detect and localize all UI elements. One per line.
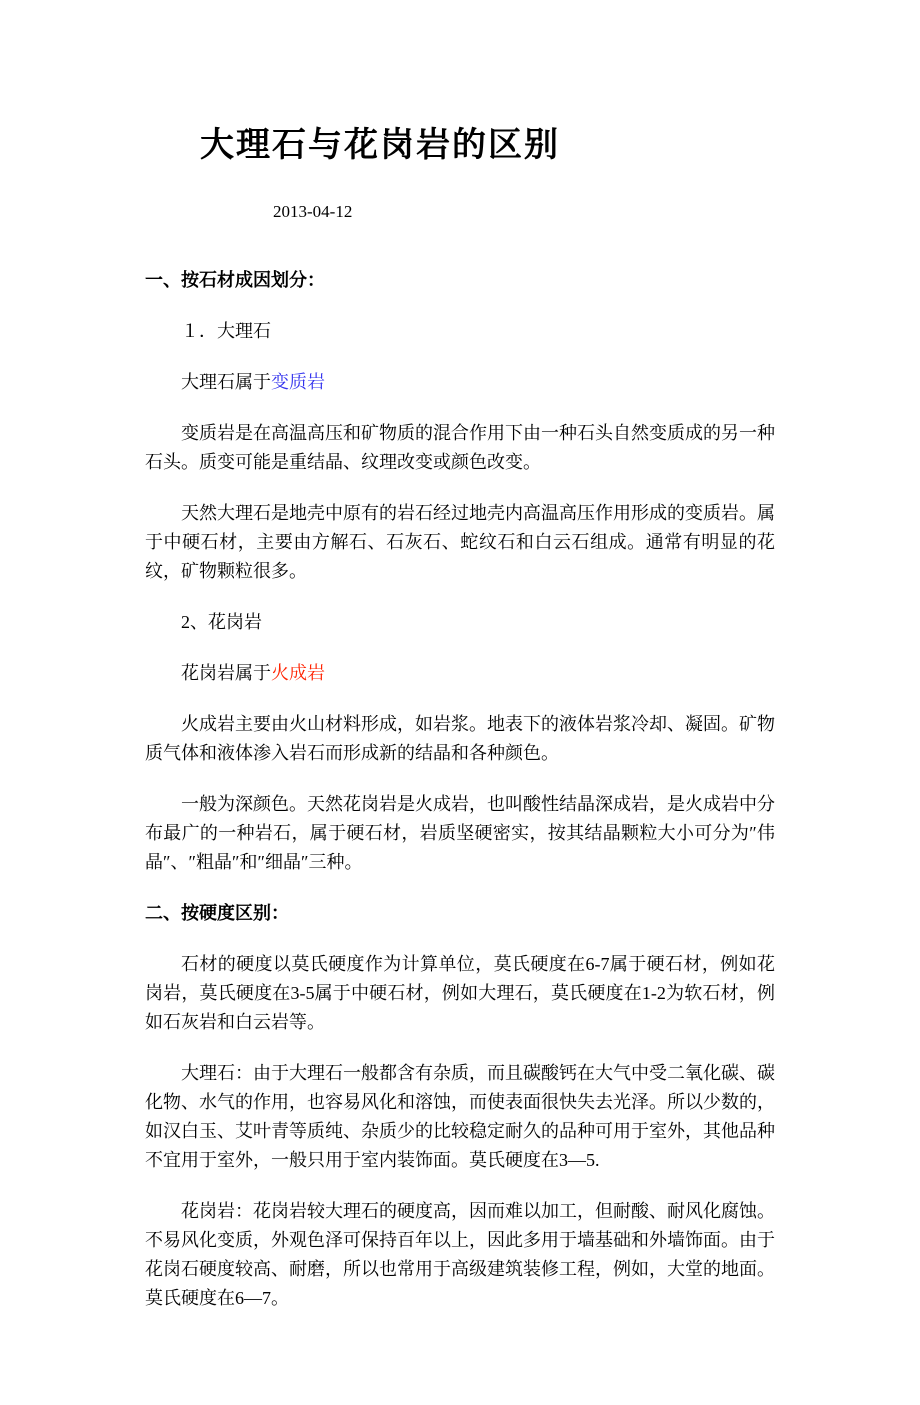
- igneous-rock-text: 火成岩: [271, 663, 325, 683]
- subsection-heading-marble: １．大理石: [181, 321, 271, 341]
- subsection-heading-granite: 2、花岗岩: [181, 612, 262, 632]
- paragraph-metamorphic-definition: 变质岩是在高温高压和矿物质的混合作用下由一种石头自然变质成的另一种石头。质变可能是重结晶、纹理改变或颜色改变。: [145, 423, 775, 472]
- paragraph-granite-description: 一般为深颜色。天然花岗岩是火成岩，也叫酸性结晶深成岩，是火成岩中分布最广的一种岩石，属于硬石材，岩质坚硬密实，按其结晶颗粒大小可分为″伟晶″、″粗晶″和″细晶″三种。: [145, 794, 775, 872]
- paragraph-marble-hardness: 大理石：由于大理石一般都含有杂质，而且碳酸钙在大气中受二氧化碳、碳化物、水气的作用，也容易风化和溶蚀，而使表面很快失去光泽。所以少数的，如汉白玉、艾叶青等质纯、杂质少的比较稳定耐久的品种可用于室外，其他品种不宜用于室外，一般只用于室内装饰面。莫氏硬度在3—5.: [145, 1063, 775, 1170]
- lead-text-granite: 花岗岩属于: [181, 663, 271, 683]
- lead-text-marble: 大理石属于: [181, 372, 271, 392]
- document-date: 2013-04-12: [273, 202, 353, 221]
- lead-line-granite: [145, 659, 775, 688]
- paragraph-natural-marble: 天然大理石是地壳中原有的岩石经过地壳内高温高压作用形成的变质岩。属于中硬石材，主要由方解石、石灰石、蛇纹石和白云石组成。通常有明显的花纹，矿物颗粒很多。: [145, 503, 775, 581]
- section-heading-origin: 一、按石材成因划分：: [145, 270, 325, 290]
- document-body: [145, 266, 775, 1313]
- document-title: 大理石与花岗岩的区别: [200, 127, 560, 164]
- metamorphic-rock-link[interactable]: 变质岩: [271, 372, 325, 392]
- lead-line-marble: [145, 368, 775, 397]
- section-heading-hardness: 二、按硬度区别：: [145, 903, 289, 923]
- paragraph-igneous-definition: 火成岩主要由火山材料形成，如岩浆。地表下的液体岩浆冷却、凝固。矿物质气体和液体渗入岩石而形成新的结晶和各种颜色。: [145, 714, 775, 763]
- paragraph-mohs-hardness: 石材的硬度以莫氏硬度作为计算单位，莫氏硬度在6-7属于硬石材，例如花岗岩，莫氏硬度在3-5属于中硬石材，例如大理石，莫氏硬度在1-2为软石材，例如石灰岩和白云岩等。: [145, 954, 775, 1032]
- paragraph-granite-hardness: 花岗岩：花岗岩较大理石的硬度高，因而难以加工，但耐酸、耐风化腐蚀。不易风化变质，外观色泽可保持百年以上，因此多用于墙基础和外墙饰面。由于花岗石硬度较高、耐磨，所以也常用于高级建筑装修工程，例如，大堂的地面。莫氏硬度在6—7。: [145, 1201, 775, 1308]
